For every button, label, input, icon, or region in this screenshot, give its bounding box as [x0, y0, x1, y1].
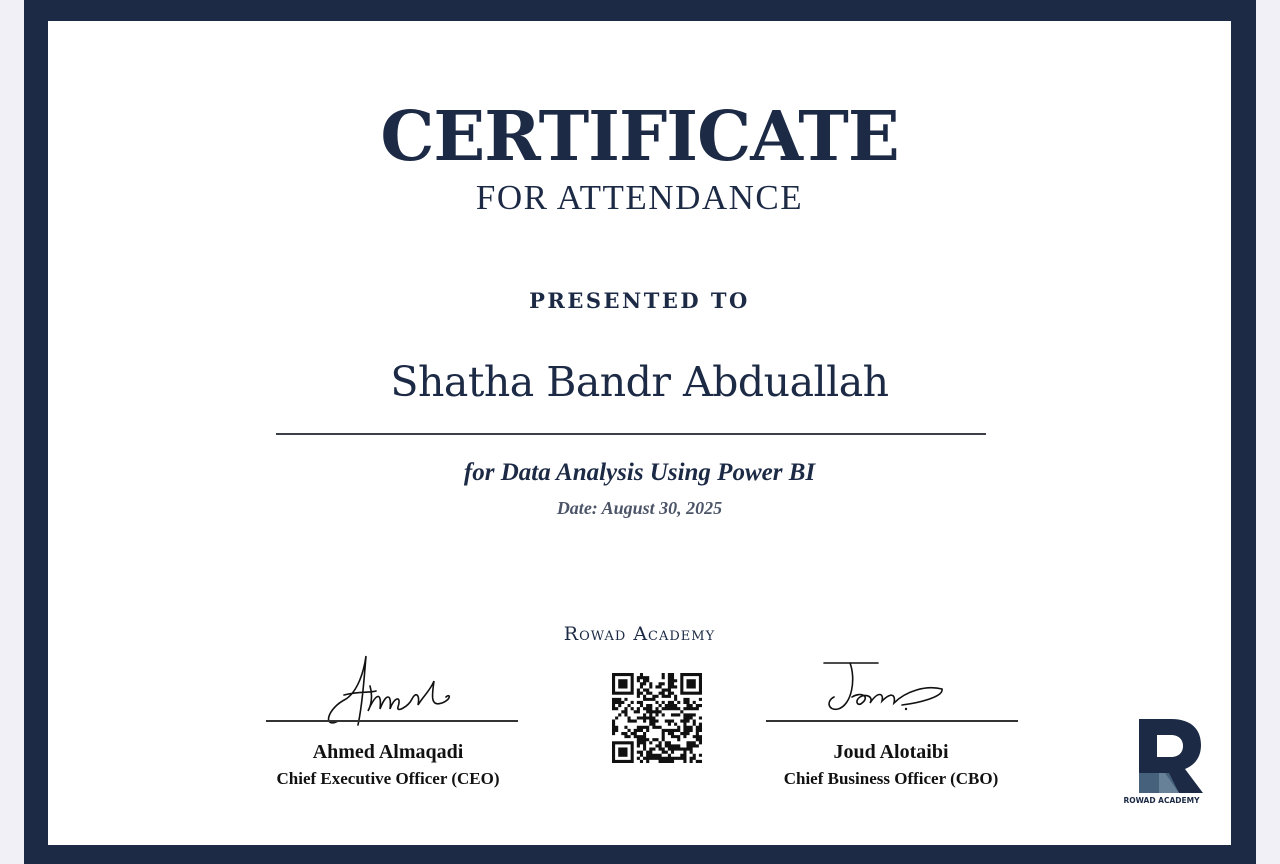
logo-text: ROWAD ACADEMY [1123, 796, 1200, 805]
ceo-name: Ahmed Almaqadi [312, 741, 464, 763]
certificate-subtitle: FOR ATTENDANCE [475, 178, 804, 217]
cbo-role: Chief Business Officer (CBO) [783, 769, 999, 788]
name-underline [276, 433, 986, 435]
ceo-signature-line [266, 720, 518, 722]
cbo-name: Joud Alotaibi [833, 741, 949, 763]
certificate-title: CERTIFICATE [380, 97, 899, 177]
rowad-academy-logo [1095, 695, 1228, 818]
logo-mark-icon [1137, 717, 1205, 795]
cbo-signature [818, 657, 948, 721]
course-title: for Data Analysis Using Power BI [463, 459, 816, 486]
cbo-signatory [741, 741, 1041, 789]
presented-to-label: PRESENTED TO [529, 288, 750, 313]
cbo-signature-line [766, 720, 1018, 722]
ceo-signature [318, 651, 458, 731]
certificate-sheet [48, 21, 1231, 845]
ceo-signatory [238, 741, 538, 789]
issue-date: Date: August 30, 2025 [556, 498, 723, 518]
ceo-role: Chief Executive Officer (CEO) [276, 769, 500, 788]
qr-code [612, 673, 702, 763]
issuer-name: Rowad Academy [563, 623, 716, 645]
recipient-name: Shatha Bandr Abduallah [390, 358, 889, 406]
